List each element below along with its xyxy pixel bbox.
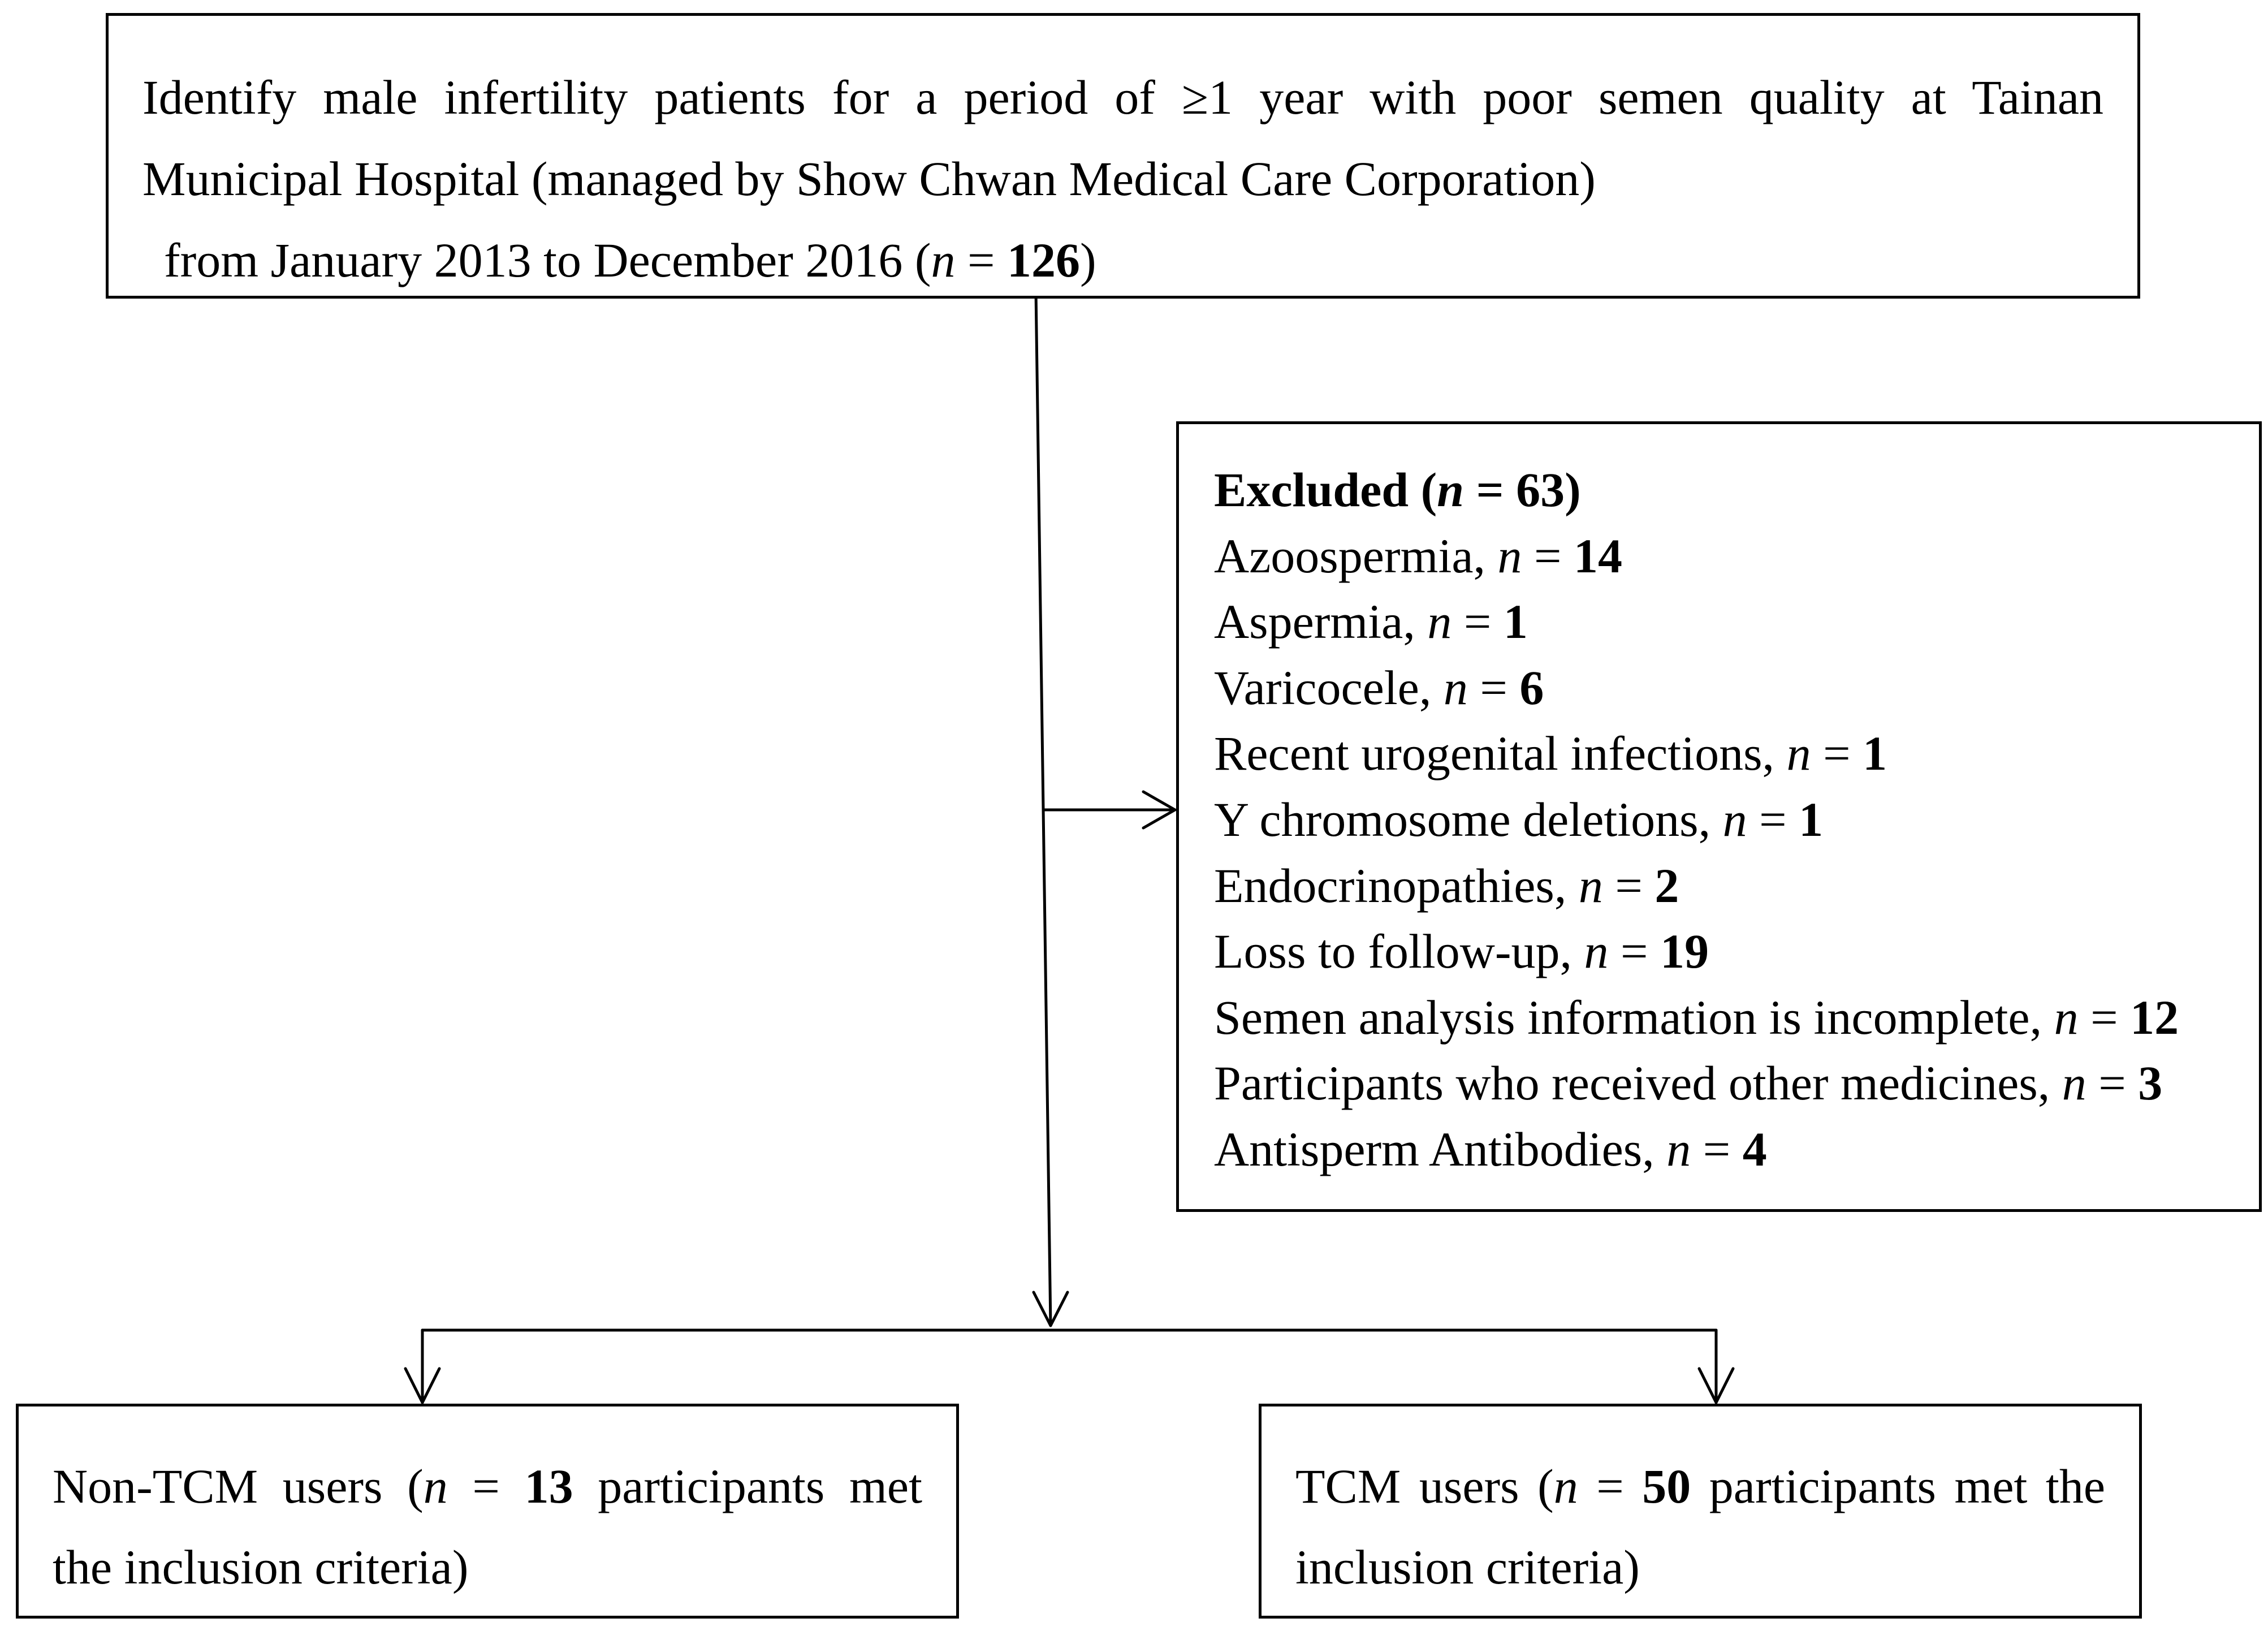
excluded-item-label: Y chromosome deletions, (1214, 792, 1723, 847)
excluded-item (1214, 918, 2259, 985)
equals: = (2086, 1056, 2139, 1111)
non-tcm-users-box (16, 1404, 959, 1619)
equals: = (1608, 924, 1661, 979)
n-symbol: n (1443, 660, 1468, 715)
excluded-item-count: 3 (2138, 1056, 2163, 1111)
equals: = (1747, 792, 1799, 847)
n-symbol: n (1437, 463, 1465, 517)
top-box-line-3-suffix: ) (1080, 233, 1096, 287)
excluded-item-count: 4 (1742, 1121, 1767, 1176)
excluded-item-label: Azoospermia, (1214, 528, 1498, 583)
identify-patients-box (106, 13, 2140, 299)
equals: = (2078, 990, 2131, 1045)
excluded-item-label: Loss to follow-up, (1214, 924, 1584, 979)
equals: = (955, 233, 1007, 287)
excluded-item-label: Antisperm Antibodies, (1214, 1121, 1667, 1176)
non-tcm-line-1 (53, 1446, 922, 1527)
equals: = (447, 1459, 525, 1513)
n-symbol: n (931, 233, 956, 287)
equals: = (1602, 858, 1655, 913)
excluded-title (1214, 457, 2259, 523)
excluded-item (1214, 853, 2259, 919)
n-symbol: n (2062, 1056, 2086, 1111)
excluded-count: 63 (1516, 463, 1565, 517)
n-symbol: n (2054, 990, 2079, 1045)
equals: = (1467, 660, 1520, 715)
top-box-line-3 (142, 219, 2103, 301)
excluded-item-count: 6 (1519, 660, 1544, 715)
excluded-item (1214, 1050, 2259, 1116)
tcm-prefix: TCM users ( (1295, 1459, 1554, 1513)
equals: = (1691, 1121, 1743, 1176)
excluded-item (1214, 787, 2259, 853)
excluded-item (1214, 589, 2259, 655)
excluded-item-count: 19 (1660, 924, 1709, 979)
excluded-item (1214, 655, 2259, 721)
excluded-item-label: Participants who received other medicines, (1214, 1056, 2062, 1111)
excluded-item-label: Semen analysis information is incomplete, (1214, 990, 2054, 1045)
non-tcm-count: 13 (524, 1459, 573, 1513)
excluded-item-label: Aspermia, (1214, 594, 1428, 649)
excluded-title-suffix: ) (1565, 463, 1581, 517)
equals: = (1451, 594, 1504, 649)
tcm-count: 50 (1642, 1459, 1691, 1513)
top-box-line-1: Identify male infertility patients for a period of ≥1 year with poor semen quality at Tainan (142, 70, 2103, 124)
non-tcm-suffix: participants met (573, 1459, 922, 1513)
excluded-item-count: 2 (1654, 858, 1679, 913)
tcm-users-box (1259, 1404, 2142, 1619)
n-symbol: n (1786, 726, 1811, 781)
excluded-item (1214, 985, 2259, 1051)
n-symbol: n (1578, 858, 1603, 913)
n-symbol: n (1497, 528, 1522, 583)
excluded-item-count: 1 (1503, 594, 1528, 649)
excluded-item (1214, 720, 2259, 787)
excluded-item-label: Recent urogenital infections, (1214, 726, 1787, 781)
equals: = (1522, 528, 1574, 583)
excluded-items-list (1214, 523, 2259, 1183)
tcm-suffix: participants met the (1691, 1459, 2105, 1513)
excluded-title-prefix: Excluded ( (1214, 463, 1437, 517)
excluded-item-label: Endocrinopathies, (1214, 858, 1579, 913)
excluded-item (1214, 1116, 2259, 1183)
n-symbol: n (1427, 594, 1452, 649)
total-count: 126 (1007, 233, 1080, 287)
n-symbol: n (1666, 1121, 1691, 1176)
non-tcm-line-2: the inclusion criteria) (53, 1540, 469, 1594)
excluded-item-count: 1 (1863, 726, 1887, 781)
equals: = (1578, 1459, 1643, 1513)
tcm-line-1 (1295, 1446, 2105, 1527)
excluded-item-label: Varicocele, (1214, 660, 1444, 715)
excluded-item-count: 12 (2130, 990, 2179, 1045)
excluded-box (1176, 421, 2262, 1212)
excluded-item (1214, 523, 2259, 589)
n-symbol: n (1722, 792, 1747, 847)
top-box-line-2: Municipal Hospital (managed by Show Chwan Medical Care Corporation) (142, 152, 1596, 206)
equals: = (1464, 463, 1517, 517)
n-symbol: n (423, 1459, 448, 1513)
n-symbol: n (1553, 1459, 1578, 1513)
equals: = (1811, 726, 1863, 781)
non-tcm-prefix: Non-TCM users ( (53, 1459, 424, 1513)
excluded-item-count: 14 (1574, 528, 1623, 583)
tcm-line-2: inclusion criteria) (1295, 1540, 1640, 1594)
top-box-line-3-prefix: from January 2013 to December 2016 ( (164, 233, 931, 287)
n-symbol: n (1584, 924, 1609, 979)
excluded-item-count: 1 (1799, 792, 1824, 847)
